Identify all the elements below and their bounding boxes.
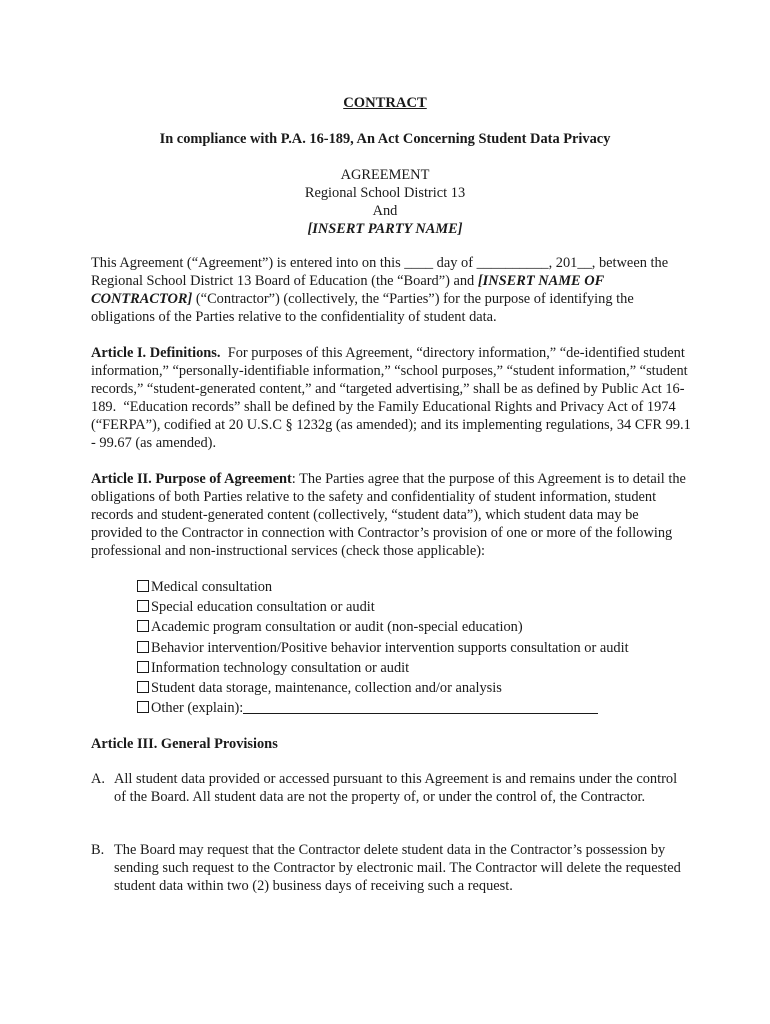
checkbox-icon[interactable] — [137, 701, 149, 713]
party-name-placeholder: [INSERT PARTY NAME] — [307, 221, 463, 237]
district-name: Regional School District 13 — [304, 185, 466, 201]
list-marker: B. — [91, 842, 105, 858]
services-checklist — [137, 577, 697, 718]
checkbox-icon[interactable] — [137, 580, 149, 592]
list-item-text: All student data provided or accessed pursuant to this Agreement is and remains under the control of the Board. All student data are not the property of, or under the control of, the Contractor. — [114, 771, 678, 805]
list-item — [91, 770, 691, 806]
intro-paragraph — [91, 254, 691, 326]
service-option-other[interactable] — [137, 698, 697, 718]
list-marker: A. — [91, 771, 105, 787]
checkbox-icon[interactable] — [137, 661, 149, 673]
service-option[interactable] — [137, 597, 697, 617]
checkbox-icon[interactable] — [137, 681, 149, 693]
article-2-heading: Article II. Purpose of Agreement — [91, 471, 292, 487]
article-1-paragraph — [91, 344, 695, 452]
service-label: Special education consultation or audit — [151, 599, 375, 616]
article-1-body: For purposes of this Agreement, “directory information,” “de-identified student information,” “personally-identifiable information,” “school purposes,” “student information,” “student records,” “student-generated content,” and “targeted advertising,” shall be as defined by Public Act 16-189. “Education records” shall be defined by the Family Educational Rights and Privacy Act of 1974 (“FERPA”), codified at 20 U.S.C § 1232g (as amended); and its implementing regulations, 34 CFR 99.1 - 99.67 (as amended). — [91, 345, 695, 451]
service-label: Behavior intervention/Positive behavior intervention supports consultation or audit — [151, 639, 629, 656]
service-option[interactable] — [137, 638, 697, 658]
service-label: Student data storage, maintenance, collection and/or analysis — [151, 679, 502, 696]
article-2-body: : The Parties agree that the purpose of this Agreement is to detail the obligations of both Parties relative to the safety and confidentiality of student information, student records and student-generated content (collectively, “student data”), which student data may be provided to the Contractor in connection with Contractor’s provision of one or more of the following professional and non-instructional services (check those applicable): — [91, 471, 686, 559]
checkbox-icon[interactable] — [137, 600, 149, 612]
service-label: Other (explain): — [151, 700, 244, 717]
agreement-label: AGREEMENT — [340, 167, 430, 183]
service-option[interactable] — [137, 577, 697, 597]
service-option[interactable] — [137, 658, 697, 678]
service-option[interactable] — [137, 617, 697, 637]
other-explain-field[interactable] — [243, 699, 598, 714]
list-item-text: The Board may request that the Contractor delete student data in the Contractor’s possession by sending such request to the Contractor by electronic mail. The Contractor will delete the requested student data within two (2) business days of receiving such a request. — [114, 842, 681, 894]
article-1-heading: Article I. Definitions. — [91, 345, 221, 361]
document-subtitle: In compliance with P.A. 16-189, An Act Concerning Student Data Privacy — [159, 131, 611, 147]
agreement-parties-block — [0, 166, 770, 238]
intro-text-part1: This Agreement (“Agreement”) is entered into on this ____ day of __________, 201__, between the Regional School District 13 Board of Education (the “Board”) and — [91, 255, 669, 289]
and-label: And — [372, 203, 398, 219]
article-2-paragraph — [91, 470, 691, 560]
checkbox-icon[interactable] — [137, 620, 149, 632]
contractor-name-placeholder: [INSERT NAME OF CONTRACTOR] — [91, 273, 604, 307]
service-label: Academic program consultation or audit (non-special education) — [151, 619, 523, 636]
checkbox-icon[interactable] — [137, 641, 149, 653]
document-title: CONTRACT — [343, 95, 427, 111]
list-item — [91, 841, 691, 895]
service-label: Information technology consultation or audit — [151, 659, 410, 676]
article-3-heading: Article III. General Provisions — [91, 736, 278, 752]
service-label: Medical consultation — [151, 579, 273, 595]
intro-text-part2: (“Contractor”) (collectively, the “Parties”) for the purpose of identifying the obligations of the Parties relative to the confidentiality of student data. — [91, 291, 634, 325]
service-option[interactable] — [137, 678, 697, 698]
